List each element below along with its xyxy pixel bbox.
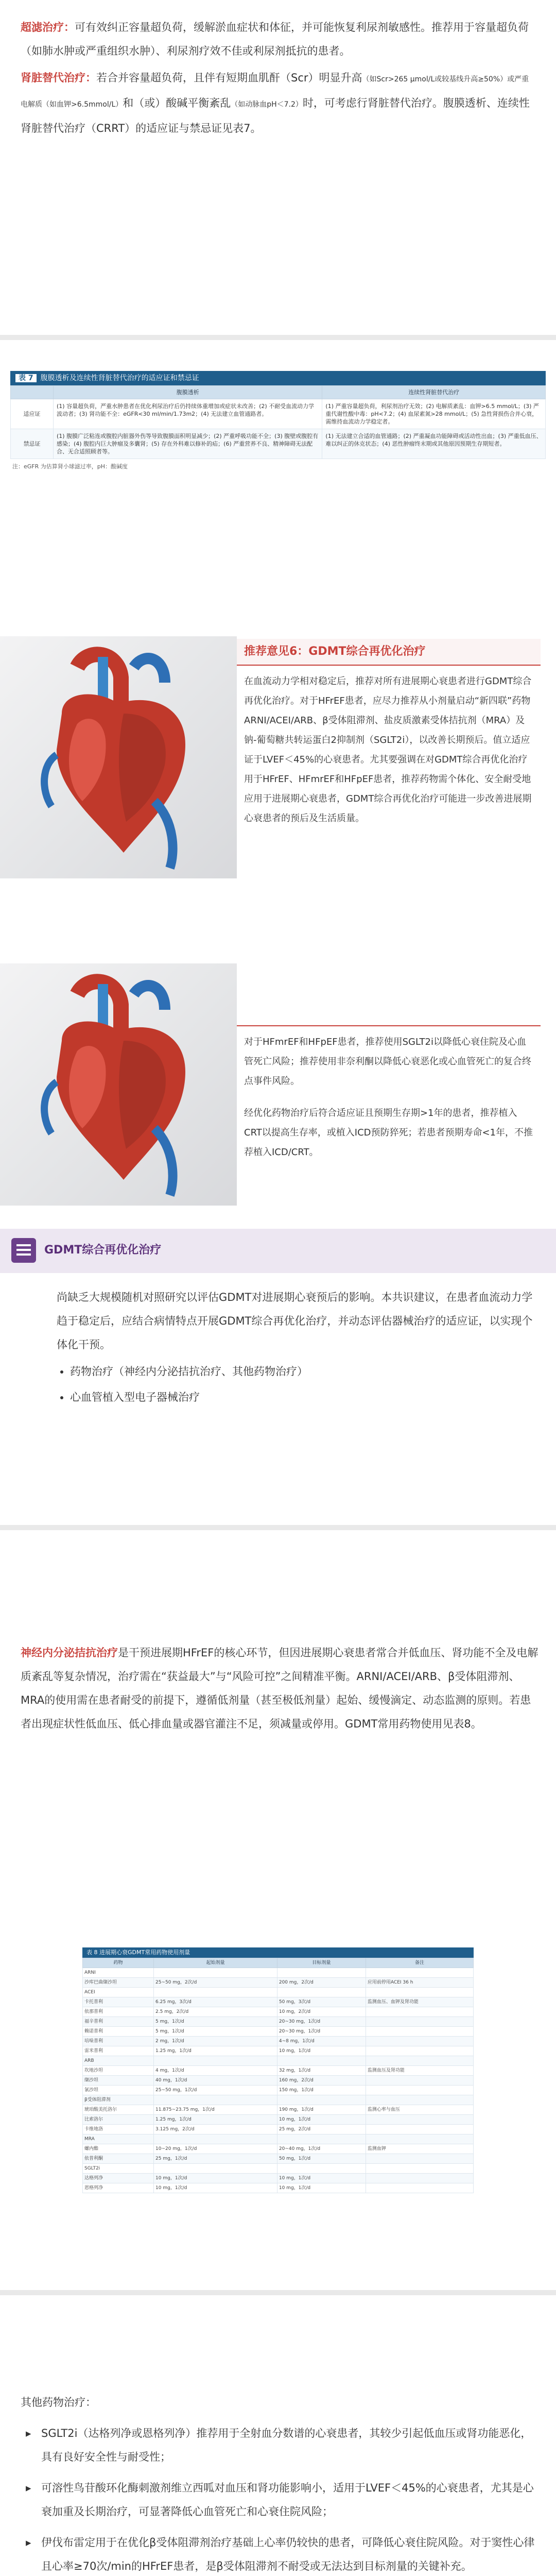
table-gdmt-dosage bbox=[82, 1947, 474, 2215]
table-header-row bbox=[83, 1958, 474, 1968]
gdmt-heading: GDMT综合再优化治疗 bbox=[44, 1244, 162, 1257]
table-row bbox=[83, 2095, 474, 2105]
table-cell bbox=[366, 2046, 473, 2056]
recommendation-body-2: 经优化药物治疗后符合适应证且预期生存期>1年的患者，推荐植入CRT以提高生存率，或植入ICD预防猝死；若患者预期寿命<1年，不推荐植入ICD/CRT。 bbox=[244, 1108, 533, 1158]
table-cell: 缬沙坦 bbox=[83, 2076, 154, 2086]
table-cell: 雷米普利 bbox=[83, 2046, 154, 2056]
table-cell: 10 mg，1次/d bbox=[277, 2115, 366, 2125]
table-row bbox=[83, 2086, 474, 2095]
table-cell bbox=[366, 2076, 473, 2086]
table-cell: 32 mg，1次/d bbox=[277, 2066, 366, 2076]
table-cell: 190 mg，1次/d bbox=[277, 2105, 366, 2115]
table-cell: 5 mg，1次/d bbox=[154, 2027, 277, 2037]
table-cell bbox=[154, 2095, 277, 2105]
table-cell: 50 mg，3次/d bbox=[277, 1997, 366, 2007]
ultrafiltration-paragraph bbox=[21, 15, 535, 63]
table-row bbox=[83, 2115, 474, 2125]
table-cell: 氯沙坦 bbox=[83, 2086, 154, 2095]
table-cell: 卡维地洛 bbox=[83, 2125, 154, 2134]
recommendation-box-6 bbox=[237, 639, 541, 835]
table-cell: 监测血压及肾功能 bbox=[366, 2066, 473, 2076]
table-cell bbox=[366, 2056, 473, 2066]
table-cell bbox=[366, 1988, 473, 1997]
heart-illustration bbox=[0, 636, 237, 878]
table-cell: (1) 腹膜广泛粘连或腹腔内脏器外伤等导致腹膜面积明显减少；(2) 严重呼吸功能不全；(3) 腹壁或腹腔有感染；(4) 腹腔内巨大肿瘤及多囊肾；(5) 存在外科难以修补的疝；(6) 严重营养不良、精神障碍无法配合、无合适照顾者等。 bbox=[54, 429, 322, 459]
table-cell bbox=[366, 2007, 473, 2017]
table-cell: 10 mg，1次/d bbox=[277, 2183, 366, 2193]
table-cell: 150 mg，1次/d bbox=[277, 2086, 366, 2095]
recommendation-body-1: 对于HFmrEF和HFpEF患者，推荐使用SGLT2i以降低心衰住院及心血管死亡风险；推荐使用非奈利酮以降低心衰恶化或心血管死亡的复合终点事件风险。 bbox=[237, 1025, 541, 1097]
table-header bbox=[11, 386, 54, 399]
recommendation-body: 在血流动力学相对稳定后，推荐对所有进展期心衰患者进行GDMT综合再优化治疗。对于HFrEF患者，应尽力推荐从小剂量启动“新四联”药物ARNI/ACEI/ARB、β受体阻滞剂、盐皮质激素受体拮抗剂（MRA）及钠-葡萄糖共转运蛋白2抑制剂（SGLT2i），以改善长期预后。值立适应证于LVEF＜45%的心衰患者。尤其要强调在对GDMT综合再优化治疗用于HFrEF、HFmrEF和HFpEF患者，推荐药物需个体化、安全耐受地应用于进展期心衰患者，GDMT综合再优化治疗可能进一步改善进展期心衰患者的预后及生活质量。 bbox=[244, 676, 532, 824]
table-cell: ACEI bbox=[83, 1988, 154, 1997]
table-cell bbox=[366, 2095, 473, 2105]
gdmt-body bbox=[57, 1285, 541, 1411]
table-cell: 比索洛尔 bbox=[83, 2115, 154, 2125]
table-header: 备注 bbox=[366, 1958, 473, 1968]
table-cell: 监测血压、血钾及肾功能 bbox=[366, 1997, 473, 2007]
table-cell bbox=[366, 2134, 473, 2144]
table-cell: β受体阻滞剂 bbox=[83, 2095, 154, 2105]
table-cell: ARB bbox=[83, 2056, 154, 2066]
row-label: 禁忌证 bbox=[11, 429, 54, 459]
table-cell bbox=[277, 2095, 366, 2105]
rrt-note-b: （如Scr>265 μmol/L或较基线升高≥50%）或严重电解质 bbox=[21, 75, 529, 109]
table-header: 目标剂量 bbox=[277, 1958, 366, 1968]
table-cell: 200 mg，2次/d bbox=[277, 1978, 366, 1988]
table-row bbox=[83, 2154, 474, 2164]
table-cell: 50 mg，1次/d bbox=[277, 2154, 366, 2164]
rrt-paragraph bbox=[21, 66, 535, 140]
neuro-text: 是干预进展期HFrEF的核心环节，但因进展期心衰患者常合并低血压、肾功能不全及电解质紊乱等复杂情况，治疗需在“获益最大”与“风险可控”之间精准平衡。ARNI/ACEI/ARB、β受体阻滞剂、MRA的使用需在患者耐受的前提下，遵循低剂量（甚至极低剂量）起始、缓慢滴定、动态监测的原则。若患者出现症状性低血压、低心排血量或器官灌注不足，须减量或停用。GDMT常用药物使用见表8。 bbox=[21, 1647, 538, 1730]
table-cell: 螺内酯 bbox=[83, 2144, 154, 2154]
section-divider bbox=[0, 1525, 556, 1530]
table-row bbox=[83, 2007, 474, 2017]
table-cell bbox=[366, 2037, 473, 2046]
table-cell: 福辛普利 bbox=[83, 2017, 154, 2027]
table-cell: 10 mg，1次/d bbox=[277, 2174, 366, 2183]
heart-illustration-2 bbox=[0, 963, 237, 1206]
table-row bbox=[83, 2183, 474, 2193]
menu-icon bbox=[11, 1238, 36, 1263]
table-cell: 赖诺普利 bbox=[83, 2027, 154, 2037]
rrt-text-a: 若合并容量超负荷，且伴有短期血肌酐（Scr）明显升高 bbox=[96, 72, 362, 84]
list-item: ▸ SGLT2i（达格列净或恩格列净）推荐用于全射血分数谱的心衰患者，其较少引起低血压或肾功能恶化，具有良好安全性与耐受性； bbox=[21, 2421, 541, 2469]
table-row bbox=[83, 1978, 474, 1988]
section-divider bbox=[0, 2290, 556, 2295]
ultrafiltration-lead: 超滤治疗： bbox=[21, 21, 75, 33]
table-cell bbox=[366, 2027, 473, 2037]
recommendation-box-continued bbox=[237, 1025, 541, 1168]
table-cell: 6.25 mg，3次/d bbox=[154, 1997, 277, 2007]
table-row bbox=[83, 2076, 474, 2086]
list-item: ▸ 伊伐布雷定用于在优化β受体阻滞剂治疗基础上心率仍较快的患者，可降低心衰住院风险。对于窦性心律且心率≥70次/min的HFrEF患者，是β受体阻滞剂不耐受或无法达到目标剂量的关键补充。 bbox=[21, 2531, 541, 2576]
table-row bbox=[83, 1968, 474, 1978]
list-item: • 心血管植入型电子器械治疗 bbox=[70, 1385, 541, 1409]
table-cell bbox=[366, 2154, 473, 2164]
table-cell: 10 mg，1次/d bbox=[277, 2046, 366, 2056]
table-cell: 40 mg，1次/d bbox=[154, 2076, 277, 2086]
section-divider bbox=[0, 335, 556, 340]
rrt-text-d: 和（或）酸碱平衡紊乱 bbox=[123, 97, 231, 109]
table-cell: 1.25 mg，1次/d bbox=[154, 2115, 277, 2125]
table-cell: 10 mg，1次/d bbox=[154, 2183, 277, 2193]
table-cell bbox=[366, 2164, 473, 2174]
table-cell: 依那普利 bbox=[83, 2007, 154, 2017]
table-cell bbox=[277, 1988, 366, 1997]
table-cell: ARNI bbox=[83, 1968, 154, 1978]
table-row bbox=[83, 2046, 474, 2056]
gdmt-intro: 尚缺乏大规模随机对照研究以评估GDMT对进展期心衰预后的影响。本共识建议，在患者血流动力学趋于稳定后，应结合病情特点开展GDMT综合再优化治疗，并动态评估器械治疗的适应证，以实现个体化干预。 bbox=[57, 1291, 533, 1351]
table-row bbox=[83, 2125, 474, 2134]
table-header: 药物 bbox=[83, 1958, 154, 1968]
table-cell: 应用前停用ACEI 36 h bbox=[366, 1978, 473, 1988]
list-item: ▸ 可溶性鸟苷酸环化酶刺激剂维立西呱对血压和肾功能影响小，适用于LVEF＜45%的心衰患者，尤其是心衰加重及长期治疗，可显著降低心血管死亡和心衰住院风险； bbox=[21, 2476, 541, 2523]
table-cell: 监测心率与血压 bbox=[366, 2105, 473, 2115]
table-cell: 25 mg，2次/d bbox=[277, 2125, 366, 2134]
table-cell: SGLT2i bbox=[83, 2164, 154, 2174]
other-drugs-section bbox=[21, 2391, 541, 2576]
table-cell: 达格列净 bbox=[83, 2174, 154, 2183]
table-row bbox=[83, 1997, 474, 2007]
table-cell: 20~40 mg，1次/d bbox=[277, 2144, 366, 2154]
table-dialysis bbox=[10, 371, 546, 567]
table-cell: 琥珀酸美托洛尔 bbox=[83, 2105, 154, 2115]
table-cell: 坎地沙坦 bbox=[83, 2066, 154, 2076]
table-row bbox=[83, 2037, 474, 2046]
table-row bbox=[83, 2134, 474, 2144]
table-cell bbox=[277, 1968, 366, 1978]
table-cell: (1) 严重容量超负荷，利尿剂治疗无效；(2) 电解质紊乱：血钾>6.5 mmol/L；(3) 严重代谢性酸中毒：pH<7.2；(4) 血尿素氮>28 mmol/L；(5) 急性肾损伤合并心衰，需维持血流动力学稳定者。 bbox=[322, 399, 546, 429]
table-row bbox=[83, 2066, 474, 2076]
table-cell: 培哚普利 bbox=[83, 2037, 154, 2046]
table-header: 腹膜透析 bbox=[54, 386, 322, 399]
table-header: 起始剂量 bbox=[154, 1958, 277, 1968]
table-tag: 表 7 bbox=[15, 374, 37, 382]
table-row bbox=[83, 2164, 474, 2174]
gdmt-section-header bbox=[0, 1229, 556, 1273]
table-cell: (1) 无法建立合适的血管通路；(2) 严重凝血功能障碍或活动性出血；(3) 严重低血压、难以纠正的休克状态；(4) 恶性肿瘤终末期或其他原因预期生存期短者。 bbox=[322, 429, 546, 459]
heart-icon bbox=[0, 636, 237, 878]
table-cell bbox=[154, 2134, 277, 2144]
table-cell: 依普利酮 bbox=[83, 2154, 154, 2164]
table-row bbox=[83, 2017, 474, 2027]
heart-icon bbox=[0, 963, 237, 1206]
table-cell: 10 mg，2次/d bbox=[277, 2007, 366, 2017]
table-cell: 10~20 mg，1次/d bbox=[154, 2144, 277, 2154]
table-cell: 沙库巴曲缬沙坦 bbox=[83, 1978, 154, 1988]
table-row bbox=[83, 2027, 474, 2037]
table-cell bbox=[277, 2056, 366, 2066]
table-cell bbox=[154, 1988, 277, 1997]
other-drugs-list bbox=[21, 2421, 541, 2576]
table-cell: 4~8 mg，1次/d bbox=[277, 2037, 366, 2046]
table-cell: 160 mg，2次/d bbox=[277, 2076, 366, 2086]
table-cell bbox=[366, 2183, 473, 2193]
table-cell: (1) 容量超负荷，严重水肿患者在优化利尿治疗后仍持续体重增加或症状未改善；(2) 不耐受血流动力学波动者；(3) 肾功能不全：eGFR<30 ml/min/1.73m2；(4) 无法建立血管通路者。 bbox=[54, 399, 322, 429]
table-cell: 恩格列净 bbox=[83, 2183, 154, 2193]
row-label: 适应证 bbox=[11, 399, 54, 429]
gdmt-list bbox=[57, 1360, 541, 1409]
table-row bbox=[83, 1988, 474, 1997]
table-cell: 11.875~23.75 mg，1次/d bbox=[154, 2105, 277, 2115]
table-cell: 25 mg，1次/d bbox=[154, 2154, 277, 2164]
table-cell: 20~30 mg，1次/d bbox=[277, 2017, 366, 2027]
table-row bbox=[83, 2144, 474, 2154]
table-cell bbox=[366, 1968, 473, 1978]
table-cell: 5 mg，1次/d bbox=[154, 2017, 277, 2027]
table-row bbox=[11, 429, 546, 459]
table-cell: 卡托普利 bbox=[83, 1997, 154, 2007]
table-cell bbox=[366, 2174, 473, 2183]
table-row bbox=[83, 2056, 474, 2066]
table-cell bbox=[154, 2164, 277, 2174]
table-cell bbox=[154, 2056, 277, 2066]
rrt-lead: 肾脏替代治疗： bbox=[21, 72, 96, 84]
table-cell: 10 mg，1次/d bbox=[154, 2174, 277, 2183]
table-cell bbox=[366, 2125, 473, 2134]
table-cell bbox=[366, 2017, 473, 2027]
table-cell: 2.5 mg，2次/d bbox=[154, 2007, 277, 2017]
table-cell: 3.125 mg，2次/d bbox=[154, 2125, 277, 2134]
table-header-row bbox=[11, 386, 546, 399]
rrt-text-f: 时，可考虑行肾脏替代治疗。腹膜透析、连续性肾脏替代治疗（CRRT）的适应证与禁忌证见表7。 bbox=[21, 97, 530, 134]
intro-section bbox=[21, 15, 535, 143]
table-cell bbox=[277, 2164, 366, 2174]
table-caption bbox=[10, 371, 546, 385]
table-cell: 监测血钾 bbox=[366, 2144, 473, 2154]
table-cell: 2 mg，1次/d bbox=[154, 2037, 277, 2046]
table-cell: 25~50 mg，2次/d bbox=[154, 1978, 277, 1988]
table-grid bbox=[10, 385, 546, 459]
table-cell bbox=[277, 2134, 366, 2144]
table-cell: 25~50 mg，1次/d bbox=[154, 2086, 277, 2095]
table-row bbox=[83, 2105, 474, 2115]
table-caption: 表 8 进展期心衰GDMT常用药物使用剂量 bbox=[82, 1947, 474, 1958]
table-cell: 1.25 mg，1次/d bbox=[154, 2046, 277, 2056]
table-grid bbox=[82, 1958, 474, 2193]
ultrafiltration-text: 可有效纠正容量超负荷，缓解淤血症状和体征，并可能恢复利尿剂敏感性。推荐用于容量超负荷（如肺水肿或严重组织水肿）、利尿剂疗效不佳或利尿剂抵抗的患者。 bbox=[21, 21, 529, 57]
table-row bbox=[11, 399, 546, 429]
neuro-paragraph bbox=[21, 1641, 541, 1736]
rrt-note-e: （如动脉血pH＜7.2） bbox=[231, 100, 303, 109]
table-cell bbox=[154, 1968, 277, 1978]
rrt-note-c: （如血钾>6.5mmol/L） bbox=[42, 100, 123, 109]
table-cell: 4 mg，1次/d bbox=[154, 2066, 277, 2076]
table-cell bbox=[366, 2086, 473, 2095]
table-title: 腹膜透析及连续性肾脏替代治疗的适应证和禁忌证 bbox=[40, 374, 199, 382]
table-footnote: 注：eGFR 为估算肾小球滤过率，pH：酸碱度 bbox=[12, 463, 128, 470]
recommendation-title: 推荐意见6：GDMT综合再优化治疗 bbox=[237, 639, 541, 666]
table-row bbox=[83, 2174, 474, 2183]
table-header: 连续性肾脏替代治疗 bbox=[322, 386, 546, 399]
list-item: • 药物治疗（神经内分泌拮抗治疗、其他药物治疗） bbox=[70, 1360, 541, 1383]
table-cell: MRA bbox=[83, 2134, 154, 2144]
other-drugs-title: 其他药物治疗： bbox=[21, 2396, 96, 2409]
neuro-lead: 神经内分泌拮抗治疗 bbox=[21, 1647, 118, 1659]
table-cell bbox=[366, 2115, 473, 2125]
table-cell: 20~30 mg，1次/d bbox=[277, 2027, 366, 2037]
